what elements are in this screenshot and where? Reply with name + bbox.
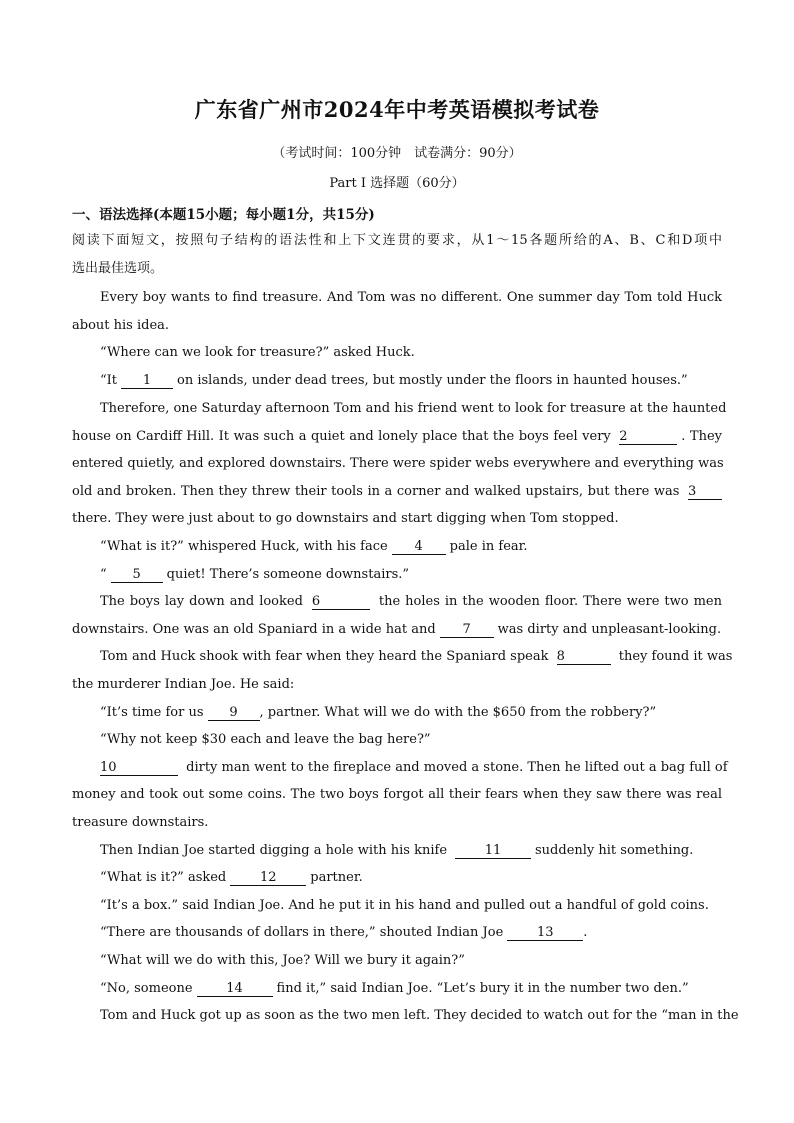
passage-line: Tom and Huck got up as soon as the two men left. They decided to watch out for the “man in the [100, 1008, 739, 1023]
passage-line [100, 843, 722, 859]
blank-12: 12 [230, 871, 306, 886]
passage-line [72, 429, 722, 445]
passage-line: entered quietly, and explored downstairs. There were spider webs everywhere and everything was [72, 456, 724, 471]
passage-text: quiet! There’s someone downstairs.” [166, 567, 410, 582]
blank-7: 7 [440, 623, 494, 638]
blank-13: 13 [507, 926, 583, 941]
passage-line: about his idea. [72, 318, 170, 333]
exam-title: 广东省广州市2024年中考英语模拟考试卷 [194, 97, 600, 122]
passage-text: Tom and Huck shook with fear when they heard the Spaniard speak [100, 649, 549, 664]
passage-text: “No, someone [100, 981, 193, 996]
blank-14: 14 [197, 982, 273, 997]
blank-3: 3 [688, 485, 722, 500]
blank-1: 1 [121, 374, 173, 389]
passage-line: treasure downstairs. [72, 815, 209, 830]
exam-info: （考试时间：100分钟 试卷满分：90分） [272, 146, 522, 161]
passage-line [100, 760, 728, 776]
passage-text: dirty man went to the fireplace and moved a stone. Then he lifted out a bag full of [186, 760, 728, 775]
passage-text: “There are thousands of dollars in there,” shouted Indian Joe [100, 925, 504, 940]
passage-line: money and took out some coins. The two boys forgot all their fears when they saw there was real [72, 787, 722, 802]
blank-9: 9 [208, 706, 260, 721]
blank-4: 4 [392, 540, 446, 555]
passage-line [100, 981, 722, 997]
passage-text: the holes in the wooden floor. There were two men [378, 594, 722, 609]
instruction-line: 阅读下面短文，按照句子结构的语法性和上下文连贯的要求，从1～15各题所给的A、B、C和D项中 [72, 233, 722, 248]
passage-line: Therefore, one Saturday afternoon Tom and his friend went to look for treasure at the haunted [100, 401, 727, 416]
passage-text: suddenly hit something. [535, 843, 694, 858]
passage-line [100, 705, 722, 721]
passage-line: Every boy wants to find treasure. And Tom was no different. One summer day Tom told Huck [100, 290, 722, 305]
blank-5: 5 [111, 568, 163, 583]
passage-text: Then Indian Joe started digging a hole with his knife [100, 843, 448, 858]
passage-text: “It [100, 373, 118, 388]
passage-line [100, 373, 722, 389]
passage-text: they found it was [618, 649, 733, 664]
passage-text: on islands, under dead trees, but mostly under the floors in haunted houses.” [177, 373, 688, 388]
passage-line [100, 925, 722, 941]
passage-line [100, 594, 722, 610]
blank-6: 6 [312, 595, 370, 610]
passage-line: “Why not keep $30 each and leave the bag here?” [100, 732, 431, 747]
passage-text: old and broken. Then they threw their tools in a corner and walked upstairs, but there was [72, 484, 680, 499]
passage-text: pale in fear. [449, 539, 528, 554]
passage-line: the murderer Indian Joe. He said: [72, 677, 295, 692]
passage-text: “ [100, 567, 107, 582]
blank-11: 11 [455, 844, 531, 859]
passage-line [100, 567, 722, 583]
passage-line [100, 649, 733, 665]
part-heading: Part I 选择题（60分） [329, 176, 465, 191]
passage-text: The boys lay down and looked [100, 594, 303, 609]
passage-line [72, 622, 722, 638]
blank-2: 2 [619, 430, 677, 445]
blank-8: 8 [557, 650, 611, 665]
blank-10: 10 [100, 761, 178, 776]
passage-line: “It’s a box.” said Indian Joe. And he put it in his hand and pulled out a handful of gold coins. [100, 898, 709, 913]
passage-text: find it,” said Indian Joe. “Let’s bury it in the number two den.” [276, 981, 689, 996]
passage-text: was dirty and unpleasant-looking. [497, 622, 722, 637]
passage-text: . [583, 925, 588, 940]
passage-line [100, 539, 722, 555]
passage-line [72, 484, 722, 500]
instruction-line: 选出最佳选项。 [72, 261, 164, 276]
passage-text: “What is it?” asked [100, 870, 227, 885]
passage-text: “It’s time for us [100, 705, 204, 720]
section-heading: 一、语法选择(本题15小题；每小题1分，共15分) [72, 207, 375, 223]
passage-text: . They [681, 429, 722, 444]
passage-line: “What will we do with this, Joe? Will we bury it again?” [100, 953, 465, 968]
passage-line [100, 870, 722, 886]
passage-text: house on Cardiff Hill. It was such a quiet and lonely place that the boys feel very [72, 429, 611, 444]
passage-text: , partner. What will we do with the $650 from the robbery?” [259, 705, 657, 720]
passage-text: “What is it?” whispered Huck, with his face [100, 539, 388, 554]
passage-line: there. They were just about to go downstairs and start digging when Tom stopped. [72, 511, 619, 526]
passage-text: partner. [310, 870, 363, 885]
passage-line: “Where can we look for treasure?” asked Huck. [100, 345, 415, 360]
passage-text: downstairs. One was an old Spaniard in a wide hat and [72, 622, 436, 637]
